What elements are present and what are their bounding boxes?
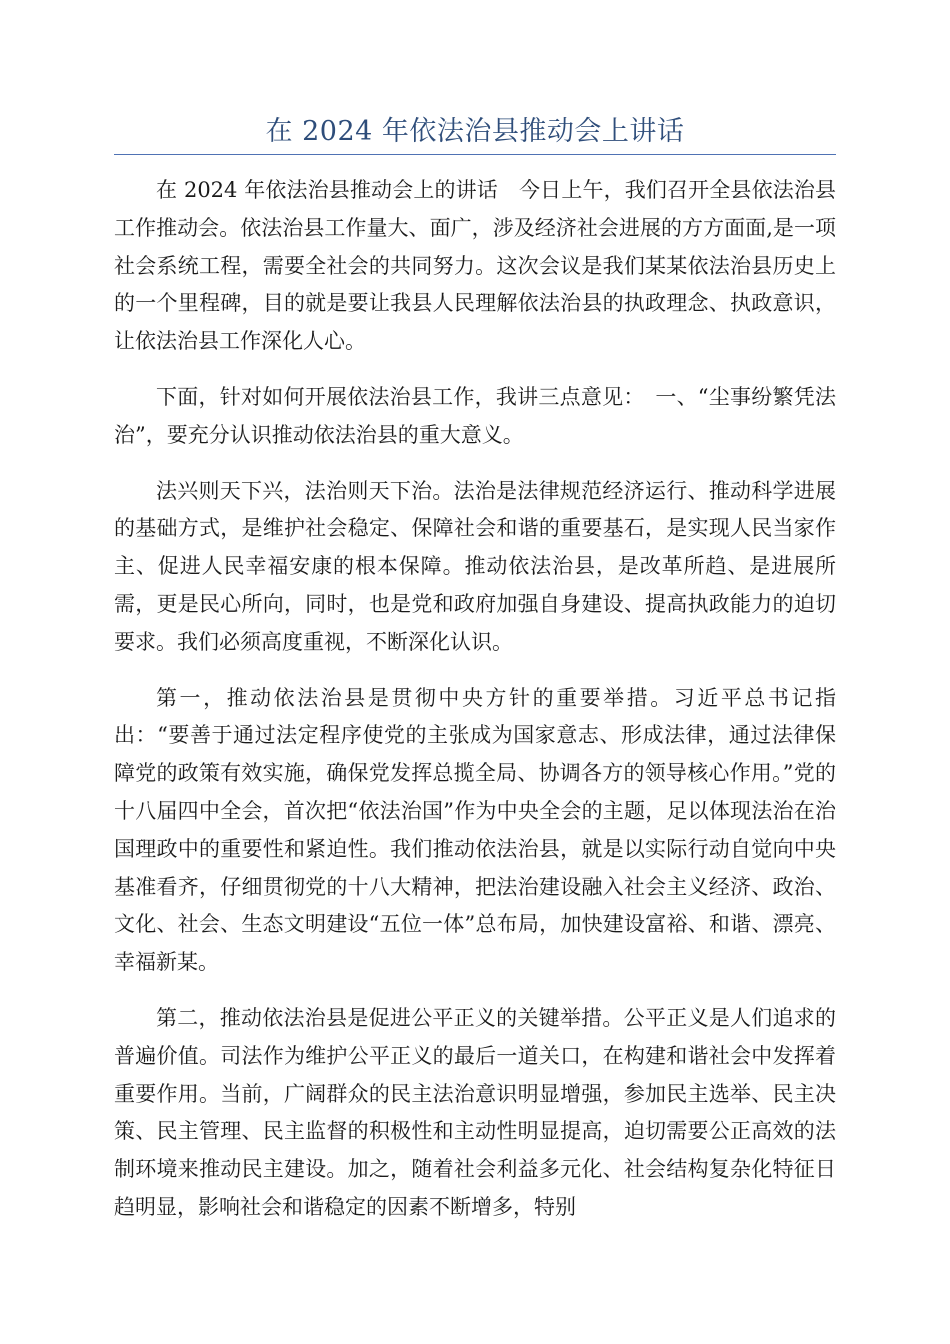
document-body [114, 172, 836, 1245]
paragraph-1: 在 2024 年依法治县推动会上的讲话 今日上午，我们召开全县依法治县工作推动会。依法治县工作量大、面广，涉及经济社会进展的方方面面,是一项社会系统工程，需要全社会的共同努力。这次会议是我们某某依法治县历史上的一个里程碑，目的就是要让我县人民理解依法治县的执政理念、执政意识，让依法治县工作深化人心。 [114, 178, 836, 354]
page-title: 在 2024 年依法治县推动会上讲话 [265, 116, 685, 147]
paragraph-3: 法兴则天下兴，法治则天下治。法治是法律规范经济运行、推动科学进展的基础方式，是维护社会稳定、保障社会和谐的重要基石，是实现人民当家作主、促进人民幸福安康的根本保障。推动依法治县，是改革所趋、是进展所需，更是民心所向，同时，也是党和政府加强自身建设、提高执政能力的迫切要求。我们必须高度重视，不断深化认识。 [114, 478, 836, 654]
paragraph-2: 下面，针对如何开展依法治县工作，我讲三点意见： 一、“尘事纷繁凭法治”，要充分认识推动依法治县的重大意义。 [114, 384, 836, 447]
title-underline [114, 154, 836, 155]
paragraph-5: 第二，推动依法治县是促进公平正义的关键举措。公平正义是人们追求的普遍价值。司法作为维护公平正义的最后一道关口，在构建和谐社会中发挥着重要作用。当前，广阔群众的民主法治意识明显增强，参加民主选举、民主决策、民主管理、民主监督的积极性和主动性明显提高，迫切需要公正高效的法制环境来推动民主建设。加之，随着社会利益多元化、社会结构复杂化特征日趋明显，影响社会和谐稳定的因素不断增多，特别 [114, 1005, 836, 1219]
paragraph-4: 第一，推动依法治县是贯彻中央方针的重要举措。习近平总书记指出：“要善于通过法定程序使党的主张成为国家意志、形成法律，通过法律保障党的政策有效实施，确保党发挥总揽全局、协调各方的领导核心作用。”党的十八届四中全会，首次把“依法治国”作为中央全会的主题，足以体现法治在治国理政中的重要性和紧迫性。我们推动依法治县，就是以实际行动自觉向中央基准看齐，仔细贯彻党的十八大精神，把法治建设融入社会主义经济、政治、文化、社会、生态文明建设“五位一体”总布局，加快建设富裕、和谐、漂亮、幸福新某。 [114, 685, 836, 975]
